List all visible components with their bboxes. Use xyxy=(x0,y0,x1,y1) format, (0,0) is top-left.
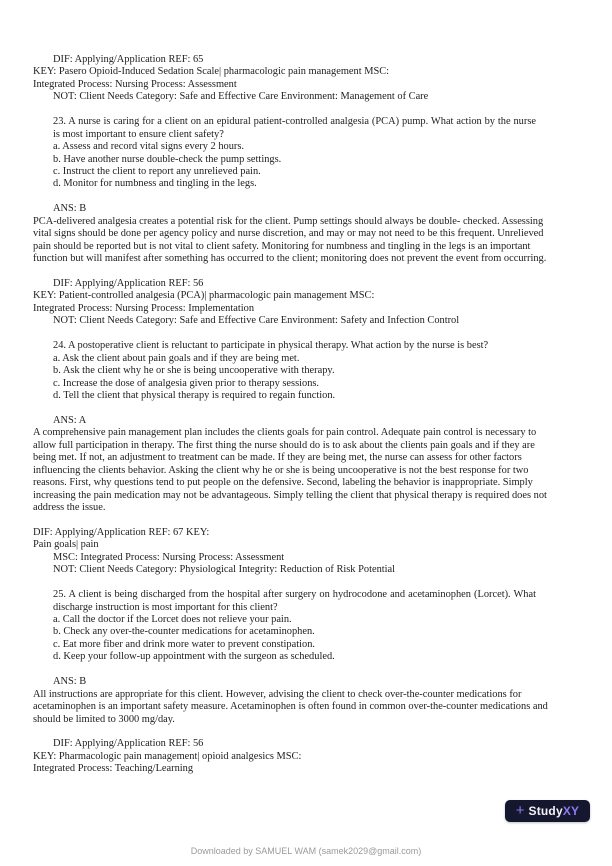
paragraph-gap xyxy=(33,514,550,526)
meta-line: Integrated Process: Nursing Process: Implementation xyxy=(33,302,255,314)
option-b: b. Have another nurse double-check the pump settings. xyxy=(53,153,282,165)
meta-line: NOT: Client Needs Category: Physiological Integrity: Reduction of Risk Potential xyxy=(53,564,396,576)
option-d: d. Monitor for numbness and tingling in the legs. xyxy=(53,178,257,190)
option-c: c. Eat more fiber and drink more water to prevent constipation. xyxy=(53,638,315,650)
option-b: b. Check any over-the-counter medications for acetaminophen. xyxy=(53,626,315,638)
meta-line: Integrated Process: Teaching/Learning xyxy=(33,763,194,775)
meta-line: NOT: Client Needs Category: Safe and Effective Care Environment: Safety and Infection Control xyxy=(53,315,460,327)
paragraph-gap xyxy=(33,664,550,676)
paragraph-gap xyxy=(33,104,550,116)
meta-line: Pain goals| pain xyxy=(33,539,99,551)
option-d: d. Keep your follow-up appointment with the surgeon as scheduled. xyxy=(53,651,335,663)
meta-line: KEY: Pasero Opioid-Induced Sedation Scale| pharmacologic pain management MSC: xyxy=(33,66,390,78)
paragraph-gap xyxy=(33,191,550,203)
logo-brand-text xyxy=(529,805,580,817)
answer-line: ANS: A xyxy=(53,414,87,426)
option-d: d. Tell the client that physical therapy is required to regain function. xyxy=(53,389,336,401)
meta-line: MSC: Integrated Process: Nursing Process: Assessment xyxy=(53,551,285,563)
meta-line: Integrated Process: Nursing Process: Assessment xyxy=(33,78,237,90)
paragraph-gap xyxy=(33,328,550,340)
studyxy-logo-badge xyxy=(505,800,590,822)
meta-line: DIF: Applying/Application REF: 56 xyxy=(53,277,204,289)
question-text: 25. A client is being discharged from the hospital after surgery on hydrocodone and acetaminophen (Lorcet). What discharge instruction is most important for this client? xyxy=(53,589,536,613)
option-a: a. Assess and record vital signs every 2 hours. xyxy=(53,141,245,153)
option-c: c. Instruct the client to report any unrelieved pain. xyxy=(53,166,261,178)
paragraph-gap xyxy=(33,266,550,278)
meta-line: DIF: Applying/Application REF: 65 xyxy=(53,54,204,65)
rationale-text: PCA-delivered analgesia creates a potential risk for the client. Pump settings should always be double- checked. Assessing vital signs should be done per agency policy and nurse discretion, and may or may not need to be this frequent. Unrelieved pain should be reported but is not vital to client safety. Monitoring for numbness and tingling in the legs is an important function but will manifest after something has occurred to the client; monitoring does not prevent the event from occurring. xyxy=(33,215,547,265)
plus-icon: + xyxy=(515,801,525,819)
document-body xyxy=(33,54,550,776)
rationale-text: A comprehensive pain management plan includes the clients goals for pain control. Adequate pain control is necessary to allow full participation in therapy. The first thing the nurse should do is to ask about the clients pain goals and if they are being met. If not, an adjustment to treatment can be made. If they are being met, the nurse can assess for other factors influencing the clients behavior. Asking the client why he or she is being uncooperative is not the best response for two reasons. First, why questions tend to put people on the defensive. Second, labeling the behavior is inappropriate. Simply increasing the pain medication may not be advantageous. Simply telling the client that physical therapy is required does not address the issue. xyxy=(33,427,547,513)
option-a: a. Call the doctor if the Lorcet does not relieve your pain. xyxy=(53,613,292,625)
rationale-text: All instructions are appropriate for this client. However, advising the client to check over-the-counter medications for acetaminophen is an important safety measure. Acetaminophen is often found in common over-the-counter medications and should be limited to 3000 mg/day. xyxy=(33,688,548,725)
meta-line: NOT: Client Needs Category: Safe and Effective Care Environment: Management of Care xyxy=(53,91,429,103)
answer-line: ANS: B xyxy=(53,203,87,215)
option-b: b. Ask the client why he or she is being uncooperative with therapy. xyxy=(53,365,335,377)
meta-line: DIF: Applying/Application REF: 67 KEY: xyxy=(33,526,210,538)
logo-brand-xy: XY xyxy=(562,804,580,818)
answer-line: ANS: B xyxy=(53,676,87,688)
paragraph-gap xyxy=(33,577,550,589)
download-attribution: Downloaded by SAMUEL WAM (samek2029@gmail.com) xyxy=(190,846,422,856)
logo-brand-study: Study xyxy=(528,804,563,818)
question-text: 23. A nurse is caring for a client on an epidural patient-controlled analgesia (PCA) pump. What action by the nurse is most important to ensure client safety? xyxy=(53,116,536,140)
paragraph-gap xyxy=(33,726,550,738)
option-a: a. Ask the client about pain goals and if they are being met. xyxy=(53,352,300,364)
paragraph-gap xyxy=(33,402,550,414)
meta-line: DIF: Applying/Application REF: 56 xyxy=(53,738,204,750)
meta-line: KEY: Pharmacologic pain management| opioid analgesics MSC: xyxy=(33,750,302,762)
meta-line: KEY: Patient-controlled analgesia (PCA)| pharmacologic pain management MSC: xyxy=(33,290,375,302)
question-text: 24. A postoperative client is reluctant to participate in physical therapy. What action by the nurse is best? xyxy=(53,340,489,352)
option-c: c. Increase the dose of analgesia given prior to therapy sessions. xyxy=(53,377,320,389)
